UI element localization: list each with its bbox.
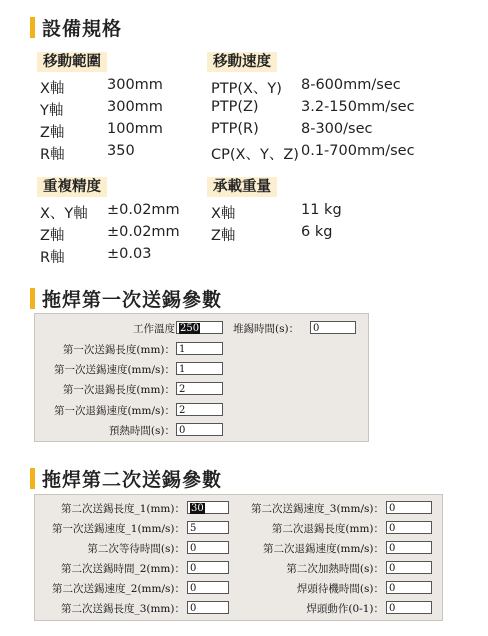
spec-value: ±0.03	[107, 246, 152, 262]
field-label: 工作溫度	[133, 323, 175, 335]
drag-first-header	[30, 285, 222, 312]
preheat-time-input[interactable]: 0	[176, 423, 223, 436]
spec-section-title: 設備規格	[42, 18, 123, 40]
spec-section-header	[30, 14, 122, 41]
spec-value: 8-600mm/sec	[301, 77, 401, 93]
field-label: 第一次送錫速度(mm/s)：	[53, 364, 175, 376]
spec-axis: Z軸	[40, 228, 65, 244]
field-label: 第二次等待時間(s)：	[87, 543, 185, 555]
spec-axis: CP(X、Y、Z)	[211, 147, 299, 163]
move-range-tag: 移動範圍	[37, 52, 107, 72]
spec-value: 3.2-150mm/sec	[301, 99, 415, 115]
retract1-length-input[interactable]: 2	[176, 382, 223, 395]
feed1-speed-input[interactable]: 1	[176, 362, 223, 375]
second-retract-length-input[interactable]: 0	[386, 521, 432, 534]
field-label: 堆錫時間(s)：	[233, 323, 300, 335]
spec-axis: X軸	[40, 81, 65, 97]
second-wait-time-input[interactable]: 0	[187, 541, 229, 554]
field-label: 第一次退錫速度(mm/s)：	[53, 405, 175, 417]
spec-value: ±0.02mm	[107, 224, 180, 240]
second-retract-speed-input[interactable]: 0	[386, 541, 432, 554]
spec-value: 8-300/sec	[301, 121, 373, 137]
second-feed-length-3-input[interactable]: 0	[187, 601, 229, 614]
accent-bar	[30, 468, 35, 489]
spec-value: 6 kg	[301, 224, 333, 240]
spec-axis: X軸	[211, 206, 236, 222]
field-label: 第二次加熱時間(s)：	[286, 563, 384, 575]
retract1-speed-input[interactable]: 2	[176, 403, 223, 416]
spec-value: 350	[107, 143, 135, 159]
spec-axis: Z軸	[211, 228, 236, 244]
field-label: 第二次送錫速度_2(mm/s)：	[52, 583, 185, 595]
drag-first-title: 拖焊第一次送錫參數	[42, 289, 223, 311]
accent-bar	[30, 17, 35, 38]
feed1-length-input[interactable]: 1	[176, 342, 223, 355]
accent-bar	[30, 288, 35, 309]
spec-value: 11 kg	[301, 202, 342, 218]
tip-action-input[interactable]: 0	[386, 601, 432, 614]
spec-axis: PTP(R)	[211, 121, 259, 137]
field-label: 第二次送錫長度_1(mm)：	[60, 503, 185, 515]
first-feed-speed-1-input[interactable]: 5	[187, 521, 229, 534]
field-label: 第一次退錫長度(mm)：	[62, 384, 175, 396]
field-label: 第二次送錫時間_2(mm)：	[60, 563, 185, 575]
payload-tag: 承載重量	[207, 177, 277, 197]
spec-value: 300mm	[107, 99, 163, 115]
spec-axis: R軸	[40, 147, 65, 163]
spec-axis: X、Y軸	[40, 206, 88, 222]
field-label: 焊頭待機時間(s)：	[296, 583, 384, 595]
field-label: 焊頭動作(0-1)：	[306, 603, 384, 615]
spec-value: 100mm	[107, 121, 163, 137]
repeat-precision-tag: 重複精度	[37, 177, 107, 197]
field-label: 第二次送錫速度_3(mm/s)：	[251, 503, 384, 515]
spec-axis: PTP(X、Y)	[211, 81, 282, 97]
spec-value: 0.1-700mm/sec	[301, 143, 415, 159]
tin-stack-time-input[interactable]: 0	[310, 321, 356, 334]
drag-second-title: 拖焊第二次送錫參數	[42, 469, 223, 491]
second-feed-speed-2-input[interactable]: 0	[187, 581, 229, 594]
spec-value: ±0.02mm	[107, 202, 180, 218]
field-label: 第二次退錫速度(mm/s)：	[262, 543, 384, 555]
work-temp-input[interactable]: 250	[176, 321, 223, 334]
field-label: 第二次送錫長度_3(mm)：	[60, 603, 185, 615]
second-heat-time-input[interactable]: 0	[386, 561, 432, 574]
drag-second-panel	[34, 494, 443, 621]
drag-second-header	[30, 465, 222, 492]
spec-axis: R軸	[40, 250, 65, 266]
second-feed-speed-3-input[interactable]: 0	[386, 501, 432, 514]
field-label: 第一次送錫速度_1(mm/s)：	[52, 523, 185, 535]
tip-standby-time-input[interactable]: 0	[386, 581, 432, 594]
field-label: 預熱時間(s)：	[108, 425, 175, 437]
spec-axis: Z軸	[40, 125, 65, 141]
spec-axis: PTP(Z)	[211, 99, 259, 115]
second-feed-time-2-input[interactable]: 0	[187, 561, 229, 574]
spec-value: 300mm	[107, 77, 163, 93]
drag-first-panel	[34, 313, 369, 442]
field-label: 第一次送錫長度(mm)：	[62, 344, 175, 356]
spec-axis: Y軸	[40, 103, 64, 119]
move-speed-tag: 移動速度	[207, 52, 277, 72]
second-feed-length-1-input[interactable]: 30	[187, 501, 229, 514]
field-label: 第二次退錫長度(mm)：	[271, 523, 384, 535]
